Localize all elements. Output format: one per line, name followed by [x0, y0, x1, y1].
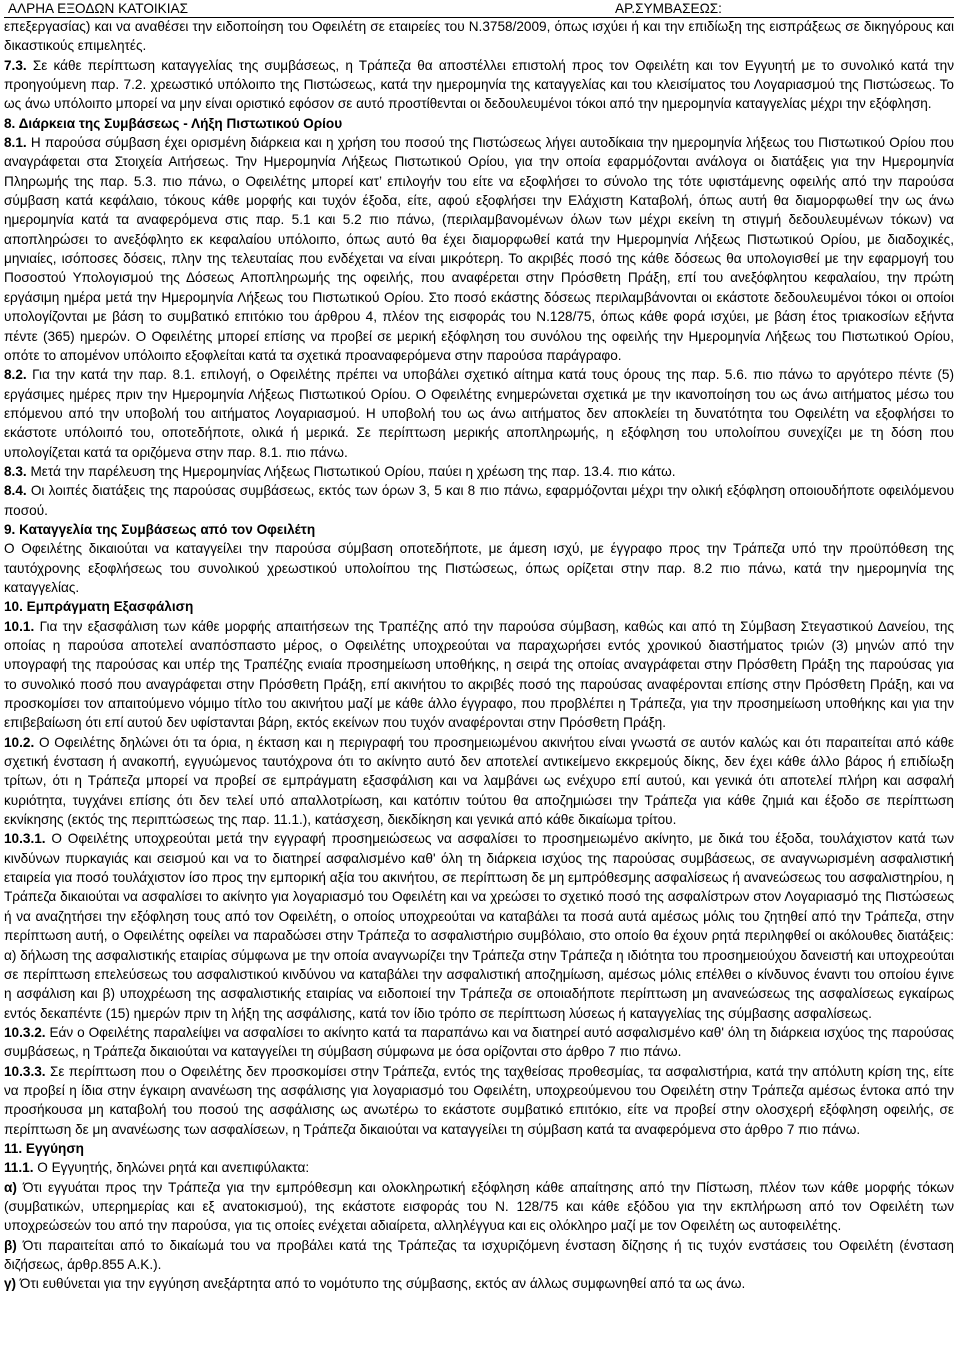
page-header — [4, 0, 954, 17]
paragraph-number: 8.3. — [4, 463, 27, 479]
section-heading: 11. Εγγύηση — [4, 1140, 84, 1156]
paragraph-text: Ο Εγγυητής, δηλώνει ρητά και ανεπιφύλακτα: — [33, 1160, 310, 1176]
paragraph-number: β) — [4, 1237, 17, 1253]
paragraph-text: Μετά την παρέλευση της Ημερομηνίας Λήξεως Πιστωτικού Ορίου, παύει η χρέωση της παρ. 13.4. πιο κάτω. — [26, 463, 676, 479]
paragraph — [4, 1158, 954, 1177]
paragraph-text: Η παρούσα σύμβαση έχει ορισμένη διάρκεια και η χρήση του ποσού της Πιστώσεως λήγει αυτοδίκαια την ημερομηνία λήξεως του Πιστωτικού Ορίου που αναγράφεται στα Στοιχεία Αιτήσεως. Την Ημερομηνία Λήξεως Πιστωτικού Ορίου, για την οποία εφαρμόζονται ανάλογα οι διατάξεις για την Ημερομηνία Πληρωμής της παρ. 5.3. πιο πάνω, ο Οφειλέτης μπορεί κατ’ επιλογήν του είτε να εξοφλήσει το σύνολο της τότε υφιστάμενης οφειλής από την παρούσα σύμβαση κατά κεφάλαιο, τόκους κάθε μορφής και τυχόν έξοδα, είτε, αφού εξοφλήσει την Ελάχιστη Καταβολή, όπως αυτή θα διαμορφωθεί την ως άνω ημερομηνία κατά τα αναφερόμενα στις παρ. 5.1 και 5.2 πιο πάνω, (περιλαμβανομένων όλων των μέχρι εκείνη τη στιγμή δεδουλευμένων τόκων) να αποπληρώσει το ανεξόφλητο εκ κεφαλαίου υπόλοιπο, όπως αυτό θα έχει διαμορφωθεί κατά την Ημερομηνία Λήξεως Πιστωτικού Ορίου, με διαδοχικές, μηνιαίες, ισόποσες δόσεις, πλην της τελευταίας που ενδέχεται να είναι μικρότερη. Το ακριβές ποσό της κάθε δόσεως θα υπολογισθεί με την εφαρμογή του Ποσοστού Υπολογισμού της Δόσεως Αποπληρωμής της οφειλής, που αναφέρεται στην Πρόσθετη Πράξη, επί του ανεξόφλητου κεφαλαίου, την πρώτη εργάσιμη ημέρα μετά την Ημερομηνία Λήξεως του Πιστωτικού Ορίου. Στο ποσό εκάστης δόσεως περιλαμβάνονται οι εκάστοτε δεδουλευμένοι τόκοι οι οποίοι υπολογίζονται με βάση το συμβατικό επιτόκιο του άρθρου 4, πλέον της εισφοράς του Ν.128/75, όπως κάθε φορά ισχύει, με βάση έτος τριακοσίων εξήντα πέντε (365) ημερών. Ο Οφειλέτης μπορεί επίσης να προβεί σε μερική εξόφληση του συνόλου της οφειλής την Ημερομηνία Λήξεως του Πιστωτικού Ορίου, οπότε το απομένον υπόλοιπο εξοφλείται κατά τα σχετικά προαναφερόμενα στην παρούσα παράγραφο. — [4, 135, 954, 363]
paragraph-number: 10.3.2. — [4, 1024, 46, 1040]
paragraph — [4, 481, 954, 520]
paragraph — [4, 829, 954, 1022]
paragraph — [4, 617, 954, 733]
section-heading: 9. Καταγγελία της Συμβάσεως από τον Οφειλέτη — [4, 521, 316, 537]
header-left-text: ΑΛΡΗΑ ΕΞΟΔΩΝ ΚΑΤΟΙΚΙΑΣ — [8, 1, 188, 16]
paragraph-text: επεξεργασίας) και να αναθέσει την ειδοποίηση του Οφειλέτη σε εταιρείες του Ν.3758/2009, όπως ισχύει ή και την επιδίωξη της εισπράξεως σε δικηγόρους και δικαστικούς επιμελητές. — [4, 19, 954, 54]
paragraph-text: Για την κατά την παρ. 8.1. επιλογή, ο Οφειλέτης πρέπει να υποβάλει σχετικό αίτημα κατά τους όρους της παρ. 5.6. πιο πάνω το αργότερο πέντε (5) εργάσιμες ημέρες πριν την Ημερομηνία Λήξεως Πιστωτικού Ορίου. Ο Οφειλέτης ενημερώνεται σχετικά με την ικανοποίηση του ως άνω αιτήματος μέσω του επόμενου από την υποβολή του αιτήματος Λογαριασμού. Η υποβολή του ως άνω αιτήματος δεν αποκλείει τη δυνατότητα του Οφειλέτη να εξοφλήσει το εκάστοτε υπόλοιπό του, οποτεδήποτε, ολικά ή μερικά. Σε περίπτωση μερικής αποπληρωμής, η εξόφληση του υπολοίπου συνεχίζει με τη δόση που υπολογίζεται κατά τα οριζόμενα στην παρ. 8.1. πιο πάνω. — [4, 367, 954, 460]
paragraph — [4, 1178, 954, 1236]
paragraph-number: 8.2. — [4, 367, 27, 383]
paragraph-text: Ότι παραιτείται από το δικαίωμά του να προβάλει κατά της Τράπεζας τα ισχυριζόμενη ένσταση δίζησης ή τις τυχόν ενστάσεις του Οφειλέτη (ένσταση διζήσεως, άρθρ.855 Α.Κ.). — [4, 1237, 954, 1272]
paragraph-text: Ο Οφειλέτης δηλώνει ότι τα όρια, η έκταση και η περιγραφή του προσημειωμένου ακινήτου είναι γνωστά σε αυτόν καλώς και ότι παραιτείται από κάθε σχετική ένσταση ή ανακοπή, εγγυώμενος ταυτόχρονα ότι το ακίνητο αυτό δεν αποτελεί αντικείμενο εκκρεμούς δίκης, δεν έχει κάθε άλλο βάρος ή επιδίωξη τρίτων, ότι η Τράπεζα μπορεί να προβεί σε εμπράγματη εξασφάλιση και να λαμβάνει ως ενέχυρο επί αυτού, και γενικά ότι αποτελεί πλήρη και ασφαλή κυριότητα, τυγχάνει επίσης ότι δεν τελεί υπό απαλλοτρίωση, και κατόπιν τούτου θα αποζημιώσει την Τράπεζα για κάθε ζημιά και έξοδο σε περίπτωση εκνίκησης (εκτός της περιπτώσεως της παρ. 11.1.), κατάσχεση, διεκδίκηση και γενικά από κάθε δικαίωμα τρίτου. — [4, 734, 954, 828]
paragraph — [4, 56, 954, 114]
header-contract-number-label: ΑΡ.ΣΥΜΒΑΣΕΩΣ: — [615, 1, 722, 16]
section-heading: 8. Διάρκεια της Συμβάσεως - Λήξη Πιστωτικού Ορίου — [4, 115, 343, 131]
paragraph-text: Ότι εγγυάται προς την Τράπεζα για την εμπρόθεσμη και ολοκληρωτική εξόφληση κάθε απαίτησης από την Πίστωση, πλέον των κάθε μορφής τόκων (συμβατικών, υπερημερίας και εξ ανατοκισμού), της εκάστοτε εισφοράς του Ν. 128/75 και κάθε εξόδου για την εκπλήρωση από τον Οφειλέτη των υποχρεώσεών του από την παρούσα, για τις οποίες ενέχεται αδιαίρετα, αλληλέγγυα και εις ολόκληρο μαζί με τον Οφειλέτη ως αυτοφειλέτης. — [4, 1179, 954, 1234]
document-body — [4, 17, 954, 1294]
paragraph — [4, 1274, 954, 1293]
paragraph-number: 11.1. — [4, 1160, 34, 1176]
paragraph — [4, 539, 954, 597]
paragraph — [4, 1023, 954, 1062]
paragraph — [4, 462, 954, 481]
paragraph-text: Ότι ευθύνεται για την εγγύηση ανεξάρτητα από το νομότυπο της σύμβασης, εκτός αν άλλως συμφωνηθεί από τα ως άνω. — [16, 1276, 746, 1292]
paragraph-text: Για την εξασφάλιση των κάθε μορφής απαιτήσεων της Τραπέζης από την παρούσα σύμβαση, καθώς και από τη Σύμβαση Στεγαστικού Δανείου, της οποίας η παρούσα αποτελεί αναπόσπαστο μέρος, ο Οφειλέτης υποχρεούται να παραχωρήσει εντός χρονικού διαστήματος τριών (3) μηνών από την υπογραφή της παρούσας και υπέρ της Τραπέζης ενιαία προσημείωση υποθήκης, η σειρά της οποίας αναγράφεται στην Πρόσθετη Πράξη της παρούσας για το συνολικό ποσό που αναγράφεται στην Πρόσθετη Πράξη, επί ακινήτου το ακριβές ποσό της παρούσας αναφέρονται επίσης στην Πρόσθετη Πράξη, και να προσκομίσει τον απαιτούμενο νόμιμο τίτλο του ακινήτου μαζί με κάθε άλλο έγγραφο, που προβλέπει η Τράπεζα, για την προσημείωση υποθήκης και για την επιβεβαίωση ότι επί αυτού δεν υφίστανται βάρη, εκτός εκείνων που τυχόν αναφέρονται στην Πρόσθετη Πράξη. — [4, 618, 954, 731]
paragraph-number: 7.3. — [4, 57, 27, 73]
paragraph-number: 10.2. — [4, 734, 35, 750]
section-heading: 10. Εμπράγματη Εξασφάλιση — [4, 599, 194, 615]
paragraph — [4, 1236, 954, 1275]
header-divider — [4, 17, 954, 18]
paragraph-number: 10.3.1. — [4, 831, 46, 847]
paragraph-number: 8.1. — [4, 135, 27, 151]
paragraph — [4, 17, 954, 56]
paragraph-text: Σε κάθε περίπτωση καταγγελίας της συμβάσεως, η Τράπεζα θα αποστέλλει επιστολή προς τον Οφειλέτη και τον Εγγυητή με το συνολικό κατά την προηγούμενη παρ. 7.2. χρεωστικό υπόλοιπο της Πιστώσεως, κατά την ημερομηνία της καταγγελίας και του κλεισίματος του Λογαριασμού της Πιστώσεως. Το ως άνω υπόλοιπο μπορεί να μην είναι οριστικό εφόσον σε αυτό προστίθενται οι δεδουλευμένοι τόκοι από την ημερομηνία καταγγελίας μέχρι την εξόφληση. — [4, 57, 954, 112]
paragraph-number: 10.1. — [4, 618, 35, 634]
paragraph-number: 10.3.3. — [4, 1063, 46, 1079]
paragraph — [4, 733, 954, 830]
paragraph-text: Εάν ο Οφειλέτης παραλείψει να ασφαλίσει το ακίνητο κατά τα παραπάνω και να διατηρεί αυτό ασφαλισμένο καθ' όλη τη διάρκεια ισχύος της παρούσας συμβάσεως, η Τράπεζα δικαιούται να καταγγείλει τη σύμβαση σύμφωνα με όσα ορίζονται στο άρθρο 7 πιο πάνω. — [4, 1024, 954, 1060]
paragraph-text: Ο Οφειλέτης υποχρεούται μετά την εγγραφή προσημειώσεως να ασφαλίσει το προσημειωμένο ακίνητο, με δικά του έξοδα, τουλάχιστον κατά των κινδύνων πυρκαγιάς και σεισμού και να το διατηρεί ασφαλισμένο καθ' όλη τη διάρκεια ισχύος της παρούσας συμβάσεως, σε αναγνωρισμένη ασφαλιστική εταιρεία για ποσό τουλάχιστον ίσο προς την εμπορική αξία του ακινήτου, σε περίπτωση δε μη εμπρόθεσμης ασφαλίσεως ή ανανεώσεως του ασφαλιστηρίου, η Τράπεζα δικαιούται να ασφαλίσει το ακίνητο για λογαριασμό του Οφειλέτη και να χρεώσει το σχετικό ποσό της ασφαλίστρων στον Λογαριασμό της Πιστώσεως ή να αναζητήσει την εξόφληση τους από τον Οφειλέτη, ο οποίος υποχρεούται να καταβάλει τα ποσά αυτά αμέσως μόλις του ζητηθεί από την Τράπεζα, στην περίπτωση αυτή, ο Οφειλέτης οφείλει να παραδώσει στην Τράπεζα το ασφαλιστήριο συμβόλαιο, στο οποίο θα έχουν ρητά περιληφθεί οι ακόλουθες διατάξεις: α) δήλωση της ασφαλιστικής εταιρίας σύμφωνα με την οποία αναγνωρίζει την Τράπεζα στην Τράπεζα η ιδιότητα του προσημειούχου δανειστή και υποχρεούται σε περίπτωση επελεύσεως του ασφαλιστικού κινδύνου να καταβάλει την ασφαλιστική αποζημίωση, αμέσως μόλις επέλθει ο κίνδυνος έναντι του οποίου έγινε η ασφάλιση και β) υποχρέωση της ασφαλιστικής εταιρίας να ειδοποιεί την Τράπεζα σε οποιαδήποτε περίπτωση μη ανανεώσεως της ασφαλίσεως εγκαίρως εντός δεκαπέντε (15) ημερών πριν τη λήξη της ασφάλισης, κατά τον ίδιο τρόπο σε περίπτωση λύσεως ή καταγγελίας της σύμβασης ασφαλίσεως. — [4, 831, 954, 1021]
paragraph-number: 8.4. — [4, 483, 27, 499]
paragraph — [4, 133, 954, 365]
paragraph — [4, 365, 954, 462]
paragraph-number: α) — [4, 1179, 17, 1195]
paragraph — [4, 1062, 954, 1139]
paragraph-text: Ο Οφειλέτης δικαιούται να καταγγείλει την παρούσα σύμβαση οποτεδήποτε, με άμεση ισχύ, με έγγραφο προς την Τράπεζα υπό την προϋπόθεση της ταυτόχρονης εξοφλήσεως του συνολικού χρεωστικού υπολοίπου της Πιστώσεως, όπως ορίζεται στην παρ. 8.2 πιο πάνω, κατά την ημερομηνία της καταγγελίας. — [4, 541, 954, 595]
paragraph-text: Σε περίπτωση που ο Οφειλέτης δεν προσκομίσει στην Τράπεζα, εντός της ταχθείσας προθεσμίας, τα ασφαλιστήρια, κατά την απόλυτη κρίση της, είτε να προβεί η ίδια στην έγκαιρη ανανέωση της ασφάλισης για λογαριασμό του Οφειλέτη, υποχρεούμενου του Οφειλέτη στην Τράπεζα αμέσως έντοκα από την προσήκουσα μη καταβολή του ποσού της ασφάλισης ως ανωτέρω το εκάστοτε συμβατικό επιτόκιο, είτε να προβεί στην ολοσχερή εξόφληση οφειλής, σε περίπτωση δε μη ανανέωσης των ασφαλίσεων, η Τράπεζα δικαιούται να καταγγείλει τη σύμβαση κατά τα αναφερόμενα στο άρθρο 7 πιο πάνω. — [4, 1063, 954, 1137]
paragraph-number: γ) — [4, 1276, 17, 1292]
paragraph-text: Οι λοιπές διατάξεις της παρούσας συμβάσεως, εκτός των όρων 3, 5 και 8 πιο πάνω, εφαρμόζονται μέχρι την ολική εξόφληση οποιουδήποτε οφειλόμενου ποσού. — [4, 483, 954, 518]
